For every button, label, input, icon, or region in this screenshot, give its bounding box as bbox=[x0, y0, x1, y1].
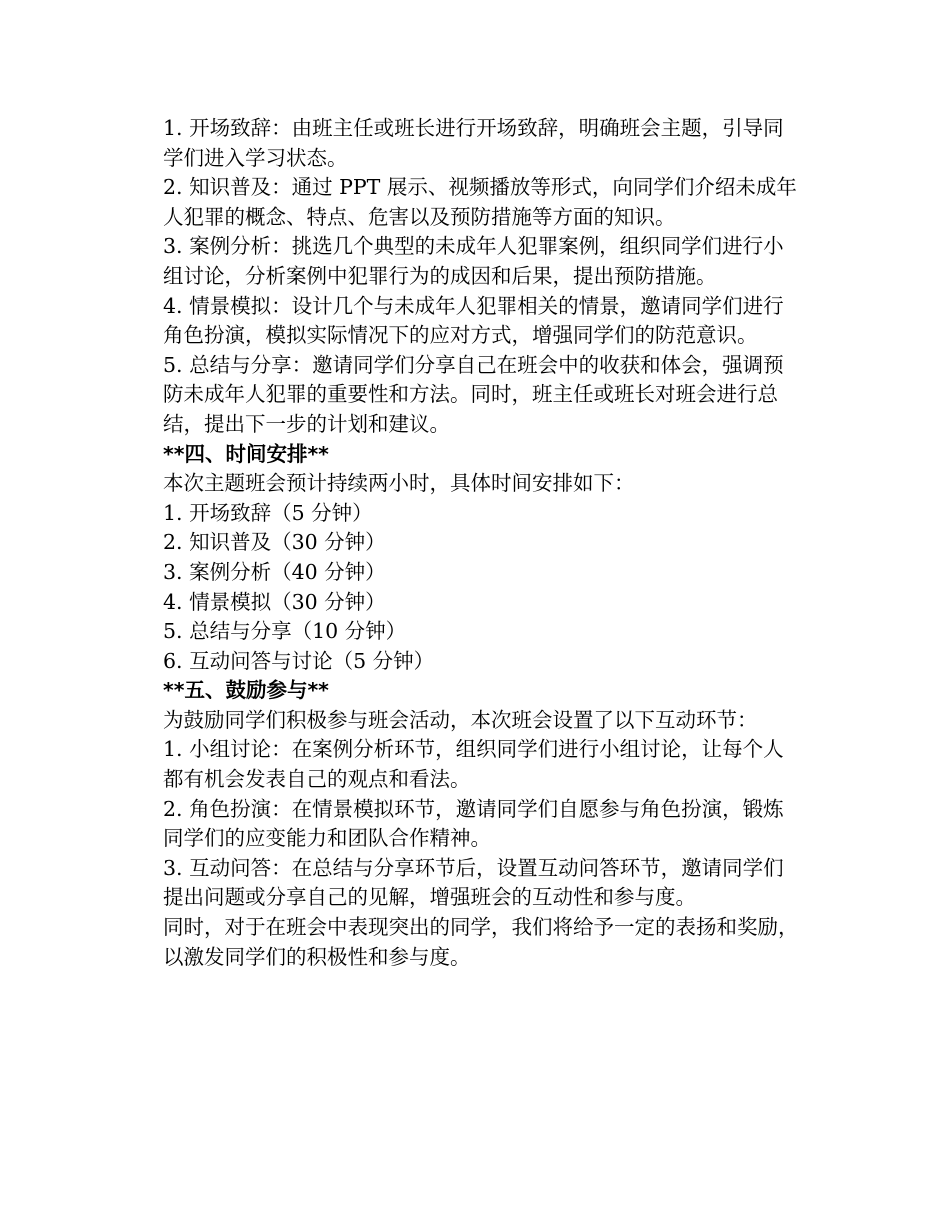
encourage-item-3: 3. 互动问答：在总结与分享环节后，设置互动问答环节，邀请同学们提出问题或分享自己的见解，增强班会的互动性和参与度。 bbox=[163, 855, 784, 910]
flow-item-2: 2. 知识普及：通过 PPT 展示、视频播放等形式，向同学们介绍未成年人犯罪的概念、特点、危害以及预防措施等方面的知识。 bbox=[163, 175, 797, 229]
schedule-item-3: 3. 案例分析（40 分钟） bbox=[163, 559, 386, 584]
flow-item-3: 3. 案例分析：挑选几个典型的未成年人犯罪案例，组织同学们进行小组讨论，分析案例中犯罪行为的成因和后果，提出预防措施。 bbox=[163, 234, 784, 288]
section-heading-encourage: **五、鼓励参与** bbox=[163, 678, 329, 703]
encourage-intro: 为鼓励同学们积极参与班会活动，本次班会设置了以下互动环节： bbox=[163, 707, 758, 732]
schedule-item-6: 6. 互动问答与讨论（5 分钟） bbox=[163, 648, 435, 673]
flow-item-5: 5. 总结与分享：邀请同学们分享自己在班会中的收获和体会，强调预防未成年人犯罪的重要性和方法。同时，班主任或班长对班会进行总结，提出下一步的计划和建议。 bbox=[163, 352, 784, 436]
schedule-intro: 本次主题班会预计持续两小时，具体时间安排如下： bbox=[163, 471, 635, 496]
schedule-item-2: 2. 知识普及（30 分钟） bbox=[163, 530, 386, 555]
schedule-item-5: 5. 总结与分享（10 分钟） bbox=[163, 619, 407, 644]
encourage-item-2: 2. 角色扮演：在情景模拟环节，邀请同学们自愿参与角色扮演，锻炼同学们的应变能力和团队合作精神。 bbox=[163, 796, 784, 851]
schedule-item-4: 4. 情景模拟（30 分钟） bbox=[163, 589, 386, 614]
schedule-item-1: 1. 开场致辞（5 分钟） bbox=[163, 500, 373, 525]
flow-item-4: 4. 情景模拟：设计几个与未成年人犯罪相关的情景，邀请同学们进行角色扮演，模拟实际情况下的应对方式，增强同学们的防范意识。 bbox=[163, 293, 784, 348]
document-body bbox=[163, 114, 803, 972]
section-heading-schedule: **四、时间安排** bbox=[163, 441, 329, 466]
flow-item-1: 1. 开场致辞：由班主任或班长进行开场致辞，明确班会主题，引导同学们进入学习状态。 bbox=[163, 116, 784, 170]
encourage-item-1: 1. 小组讨论：在案例分析环节，组织同学们进行小组讨论，让每个人都有机会发表自己的观点和看法。 bbox=[163, 737, 784, 792]
encourage-closing: 同时，对于在班会中表现突出的同学，我们将给予一定的表扬和奖励，以激发同学们的积极性和参与度。 bbox=[163, 915, 799, 969]
